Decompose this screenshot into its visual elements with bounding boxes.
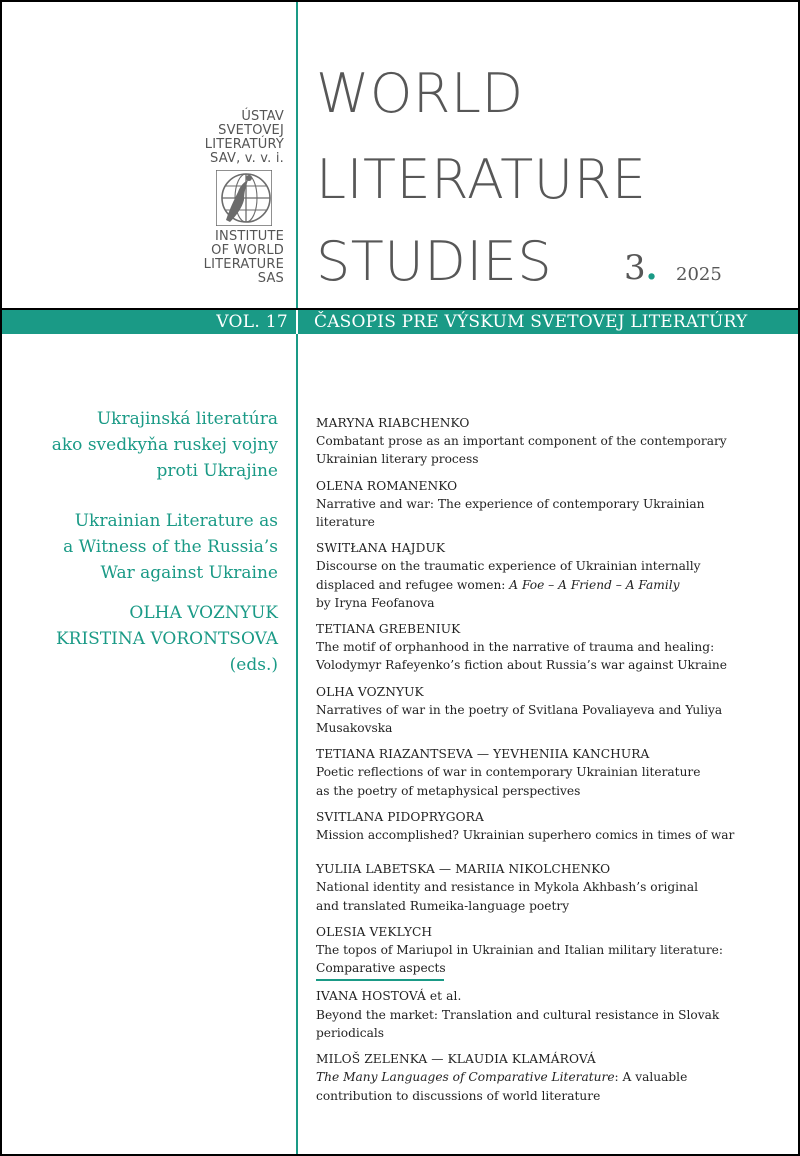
- toc-author: MARYNA RIABCHENKO: [316, 416, 470, 430]
- issue-dot: .: [645, 248, 658, 288]
- volume-label: VOL. 17: [216, 312, 288, 332]
- toc-entry: YULIIA LABETSKA — MARIIA NIKOLCHENKO National identity and resistance in Mykola Akhbash’s original and translated Rumeika-language poetry: [316, 860, 786, 915]
- institute-name-sk: ÚSTAV SVETOVEJ LITERATÚRY SAV, v. v. i.: [204, 109, 284, 166]
- section-separator: [316, 979, 444, 981]
- toc-author: SWITŁANA HAJDUK: [316, 541, 446, 556]
- band-divider: [296, 310, 298, 334]
- toc-entry: MILOŠ ZELENKA — KLAUDIA KLAMÁROVÁ The Many Languages of Comparative Literature: A valuable contribution to discussions of world literature: [316, 1050, 786, 1105]
- institute-name-en: INSTITUTE OF WORLD LITERATURE SAS: [203, 229, 284, 286]
- issue-year: 2025: [676, 264, 722, 285]
- issue-number: 3.: [624, 248, 658, 288]
- toc-author: TETIANA RIAZANTSEVA — YEVHENIIA KANCHURA: [316, 747, 650, 762]
- toc-entry: IVANA HOSTOVÁ et al. Beyond the market: Translation and cultural resistance in Slovak periodicals: [316, 987, 786, 1042]
- toc-entry: OLENA ROMANENKO Narrative and war: The experience of contemporary Ukrainian literature: [316, 477, 786, 532]
- toc-entry: TETIANA GREBENIUK The motif of orphanhood in the narrative of trauma and healing: Volodymyr Rafeyenko’s fiction about Russia’s war against Ukraine: [316, 620, 786, 675]
- toc-entry: OLHA VOZNYUK Narratives of war in the poetry of Svitlana Povaliayeva and Yuliya Musakovska: [316, 683, 786, 738]
- toc-entry: OLESIA VEKLYCH The topos of Mariupol in Ukrainian and Italian military literature: Comparative aspects: [316, 923, 786, 978]
- toc-entry: SVITLANA PIDOPRYGORA Mission accomplished? Ukrainian superhero comics in times of war: [316, 808, 786, 844]
- toc-author: MILOŠ ZELENKA — KLAUDIA KLAMÁROVÁ: [316, 1052, 596, 1067]
- toc-author: OLHA VOZNYUK: [316, 684, 424, 699]
- journal-title-line-1: WORLD: [316, 62, 524, 125]
- toc-entry: MARYNA RIABCHENKO Combatant prose as an important component of the contemporary Ukrainian literary process: [316, 414, 786, 469]
- toc-author: YULIIA LABETSKA — MARIIA NIKOLCHENKO: [316, 862, 611, 877]
- toc-author: SVITLANA PIDOPRYGORA: [316, 809, 484, 824]
- toc-entry: TETIANA RIAZANTSEVA — YEVHENIIA KANCHURA Poetic reflections of war in contemporary Ukrainian literature as the poetry of metaphysical perspectives: [316, 745, 786, 800]
- journal-title-line-2: LITERATURE: [316, 148, 647, 211]
- theme-title-en: Ukrainian Literature as a Witness of the Russia’s War against Ukraine: [63, 511, 278, 583]
- theme-title-sk: Ukrajinská literatúra ako svedkyňa ruskej vojny proti Ukrajine: [51, 409, 278, 481]
- journal-title-line-3: STUDIES: [316, 230, 553, 293]
- toc-author: OLENA ROMANENKO: [316, 478, 458, 493]
- journal-subtitle: ČASOPIS PRE VÝSKUM SVETOVEJ LITERATÚRY: [314, 312, 748, 332]
- toc-entry: SWITŁANA HAJDUK Discourse on the traumatic experience of Ukrainian internally displaced and refugee women: A Foe – A Friend – A Family by Iryna Feofanova: [316, 539, 786, 612]
- table-of-contents: [316, 414, 786, 1113]
- theme-editors: OLHA VOZNYUK KRISTINA VORONTSOVA (eds.): [55, 603, 278, 675]
- toc-author: TETIANA GREBENIUK: [316, 622, 461, 637]
- vertical-divider: [296, 2, 298, 1154]
- book-title: A Foe – A Friend – A Family: [509, 577, 680, 592]
- toc-author: IVANA HOSTOVÁ et al.: [316, 989, 462, 1004]
- book-title: The Many Languages of Comparative Literature: [316, 1070, 615, 1085]
- globe-figure-logo-icon: [216, 170, 272, 226]
- volume-band: [2, 310, 798, 334]
- toc-author: OLESIA VEKLYCH: [316, 924, 433, 939]
